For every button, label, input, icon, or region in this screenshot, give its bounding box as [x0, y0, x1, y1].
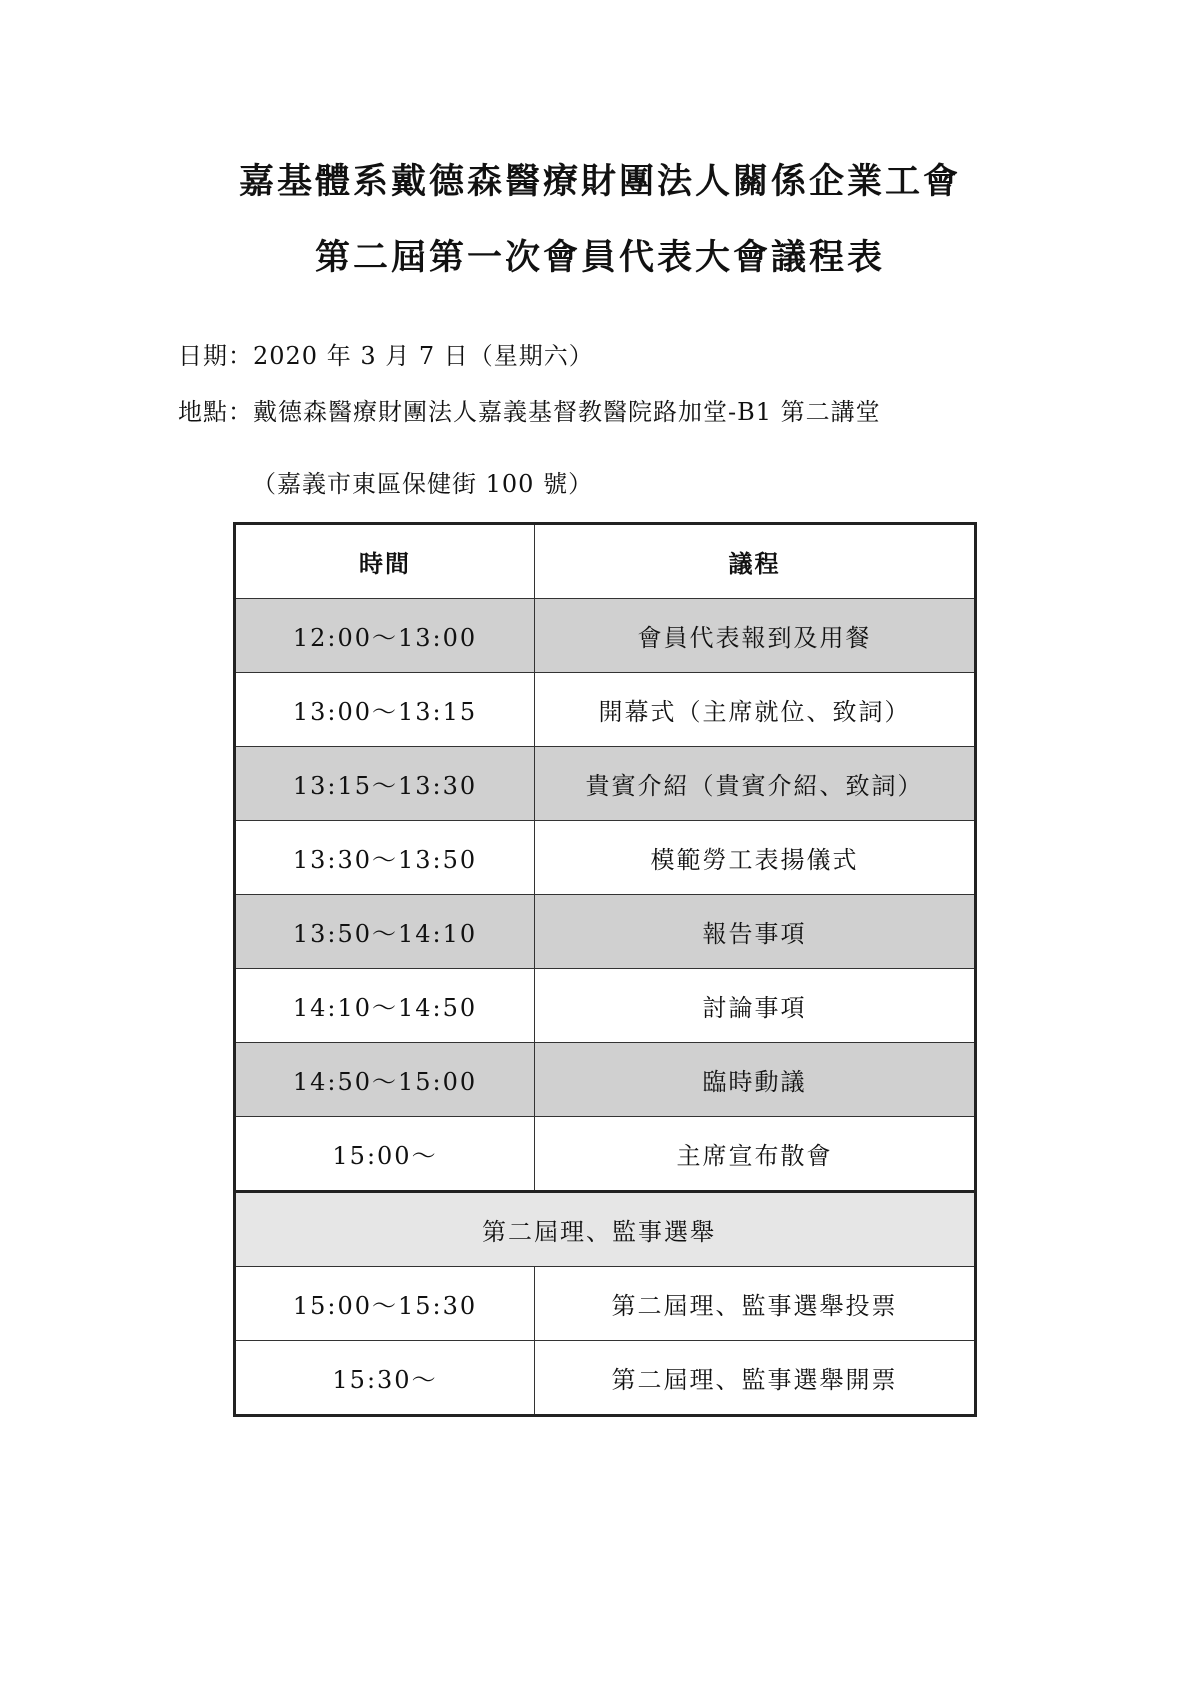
time-cell: 14:10～14:50: [235, 969, 535, 1043]
agenda-cell: 會員代表報到及用餐: [535, 599, 976, 673]
document-title: 嘉基體系戴德森醫療財團法人關係企業工會: [238, 161, 961, 202]
meeting-address: （嘉義市東區保健街 100 號）: [252, 470, 594, 498]
table-row: [235, 599, 976, 673]
agenda-cell: 模範勞工表揚儀式: [535, 821, 976, 895]
header-agenda: 議程: [535, 524, 976, 599]
time-cell: 13:30～13:50: [235, 821, 535, 895]
table-header-row: [235, 524, 976, 599]
table-row: [235, 747, 976, 821]
table-row: [235, 821, 976, 895]
table-row: [235, 1117, 976, 1192]
table-row: [235, 1267, 976, 1341]
agenda-cell: 第二屆理、監事選舉投票: [535, 1267, 976, 1341]
time-cell: 12:00～13:00: [235, 599, 535, 673]
table-row: [235, 1341, 976, 1416]
table-row: [235, 969, 976, 1043]
agenda-cell: 臨時動議: [535, 1043, 976, 1117]
time-cell: 15:30～: [235, 1341, 535, 1416]
time-cell: 15:00～: [235, 1117, 535, 1192]
election-section-row: [235, 1192, 976, 1267]
meeting-place: 地點：戴德森醫療財團法人嘉義基督教醫院路加堂-B1 第二講堂: [178, 398, 881, 426]
agenda-cell: 主席宣布散會: [535, 1117, 976, 1192]
table-row: [235, 1043, 976, 1117]
header-time: 時間: [235, 524, 535, 599]
time-cell: 13:15～13:30: [235, 747, 535, 821]
agenda-cell: 第二屆理、監事選舉開票: [535, 1341, 976, 1416]
agenda-cell: 開幕式（主席就位、致詞）: [535, 673, 976, 747]
time-cell: 14:50～15:00: [235, 1043, 535, 1117]
time-cell: 13:00～13:15: [235, 673, 535, 747]
agenda-cell: 討論事項: [535, 969, 976, 1043]
meeting-date: 日期：2020 年 3 月 7 日（星期六）: [178, 342, 594, 370]
agenda-cell: 貴賓介紹（貴賓介紹、致詞）: [535, 747, 976, 821]
time-cell: 13:50～14:10: [235, 895, 535, 969]
document-subtitle: 第二屆第一次會員代表大會議程表: [314, 237, 885, 278]
agenda-cell: 報告事項: [535, 895, 976, 969]
time-cell: 15:00～15:30: [235, 1267, 535, 1341]
table-row: [235, 895, 976, 969]
table-row: [235, 673, 976, 747]
election-section-title: 第二屆理、監事選舉: [235, 1192, 976, 1267]
agenda-table: [233, 522, 977, 1417]
